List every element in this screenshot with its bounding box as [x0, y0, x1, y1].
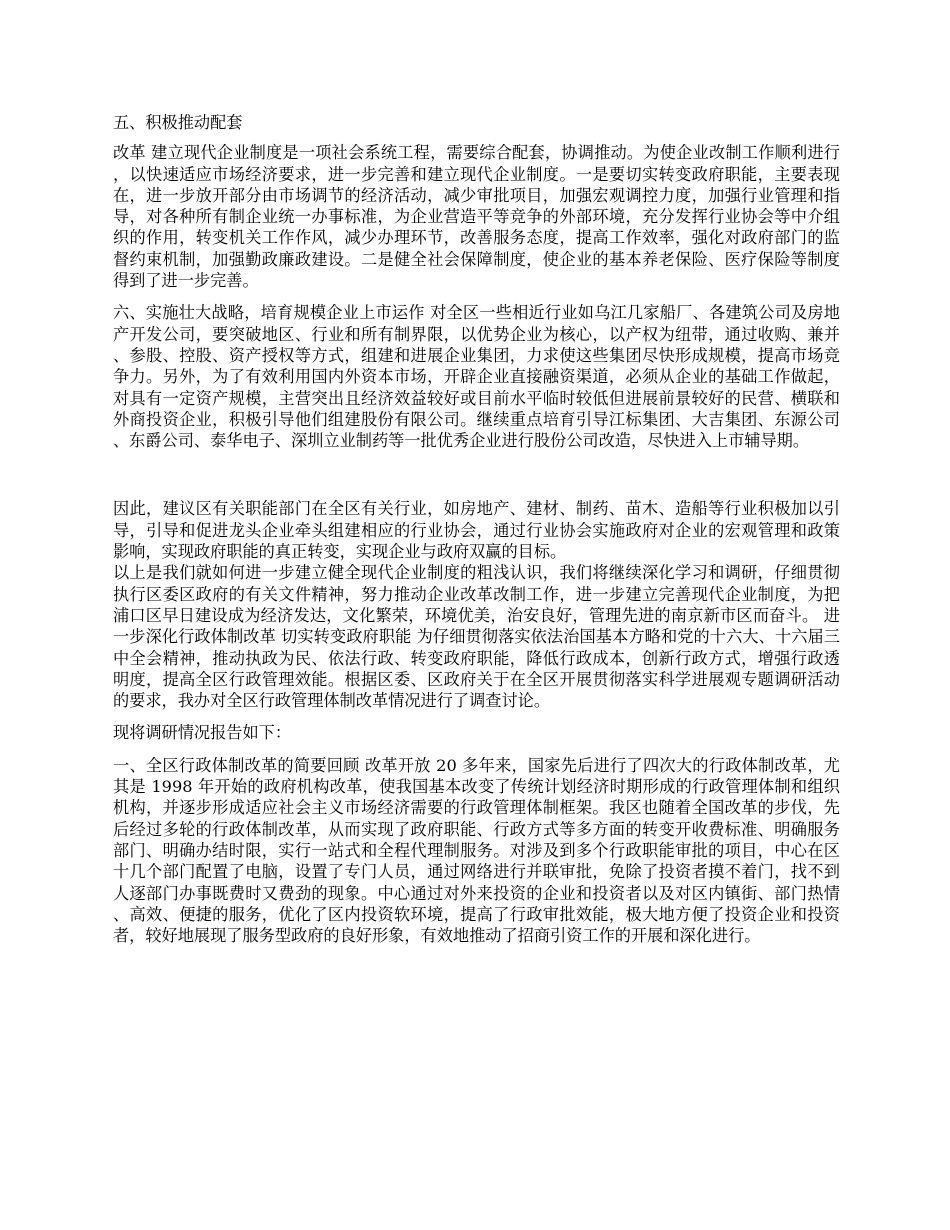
section-heading-5: 五、积极推动配套: [113, 113, 243, 132]
document-body: [113, 112, 840, 946]
paragraph-closing: 以上是我们就如何进一步建立健全现代企业制度的粗浅认识，我们将继续深化学习和调研，仔细贯彻执行区委区政府的有关文件精神，努力推动企业改革改制工作，进一步建立完善现代企业制度，为把浦口区早日建设成为经济发达，文化繁荣，环境优美，治安良好，管理先进的南京新市区而奋斗。 进一步深化行政体制改革 切实转变政府职能 为仔细贯彻落实依法治国基本方略和党的十六大、十六届三中全会精神，推动执政为民、依法行政、转变政府职能，降低行政成本，创新行政方式，增强行政透明度，提高全区行政管理效能。根据区委、区政府关于在全区开展贯彻落实科学进展观专题调研活动的要求，我办对全区行政管理体制改革情况进行了调查讨论。: [113, 563, 840, 711]
paragraph-conclusion: 因此，建议区有关职能部门在全区有关行业，如房地产、建材、制药、苗木、造船等行业积极加以引导，引导和促进龙头企业牵头组建相应的行业协会，通过行业协会实施政府对企业的宏观管理和政策影响，实现政府职能的真正转变，实现企业与政府双赢的目标。: [113, 499, 840, 562]
paragraph-reform-support: 改革 建立现代企业制度是一项社会系统工程，需要综合配套，协调推动。为使企业改制工作顺利进行，以快速适应市场经济要求，进一步完善和建立现代企业制度。一是要切实转变政府职能，主要表现在，进一步放开部分由市场调节的经济活动，减少审批项目，加强宏观调控力度，加强行业管理和指导，对各种所有制企业统一办事标准，为企业营造平等竞争的外部环境，充分发挥行业协会等中介组织的作用，转变机关工作作风，减少办理环节，改善服务态度，提高工作效率，强化对政府部门的监督约束机制，加强勤政廉政建设。二是健全社会保障制度，使企业的基本养老保险、医疗保险等制度得到了进一步完善。: [113, 143, 840, 291]
paragraph-section-6: 六、实施壮大战略，培育规模企业上市运作 对全区一些相近行业如乌江几家船厂、各建筑公司及房地产开发公司，要突破地区、行业和所有制界限，以优势企业为核心，以产权为纽带，通过收购、兼并、参股、控股、资产授权等方式，组建和进展企业集团，力求使这些集团尽快形成规模，提高市场竞争力。另外，为了有效利用国内外资本市场，开辟企业直接融资渠道，必须从企业的基础工作做起，对具有一定资产规模，主营突出且经济效益较好或目前水平临时较低但进展前景较好的民营、横联和外商投资企业，积极引导他们组建股份有限公司。继续重点培育引导江标集团、大吉集团、东源公司、东爵公司、泰华电子、深圳立业制药等一批优秀企业进行股份公司改造，尽快进入上市辅导期。: [113, 303, 840, 451]
paragraph-report-intro: 现将调研情况报告如下：: [113, 723, 292, 743]
paragraph-review: 一、全区行政体制改革的简要回顾 改革开放 20 多年来，国家先后进行了四次大的行政体制改革，尤其是 1998 年开始的政府机构改革，使我国基本改变了传统计划经济时期形成的行政管理体制和组织机构，并逐步形成适应社会主义市场经济需要的行政管理体制框架。我区也随着全国改革的步伐，先后经过多轮的行政体制改革，从而实现了政府职能、行政方式等多方面的转变开收费标准、明确服务部门、明确办结时限，实行一站式和全程代理制服务。对涉及到多个行政职能审批的项目，中心在区十几个部门配置了电脑，设置了专门人员，通过网络进行并联审批，免除了投资者摸不着门，找不到人逐部门办事既费时又费劲的现象。中心通过对外来投资的企业和投资者以及对区内镇街、部门热情、高效、便捷的服务，优化了区内投资软环境，提高了行政审批效能，极大地方便了投资企业和投资者，较好地展现了服务型政府的良好形象，有效地推动了招商引资工作的开展和深化进行。: [113, 755, 840, 946]
